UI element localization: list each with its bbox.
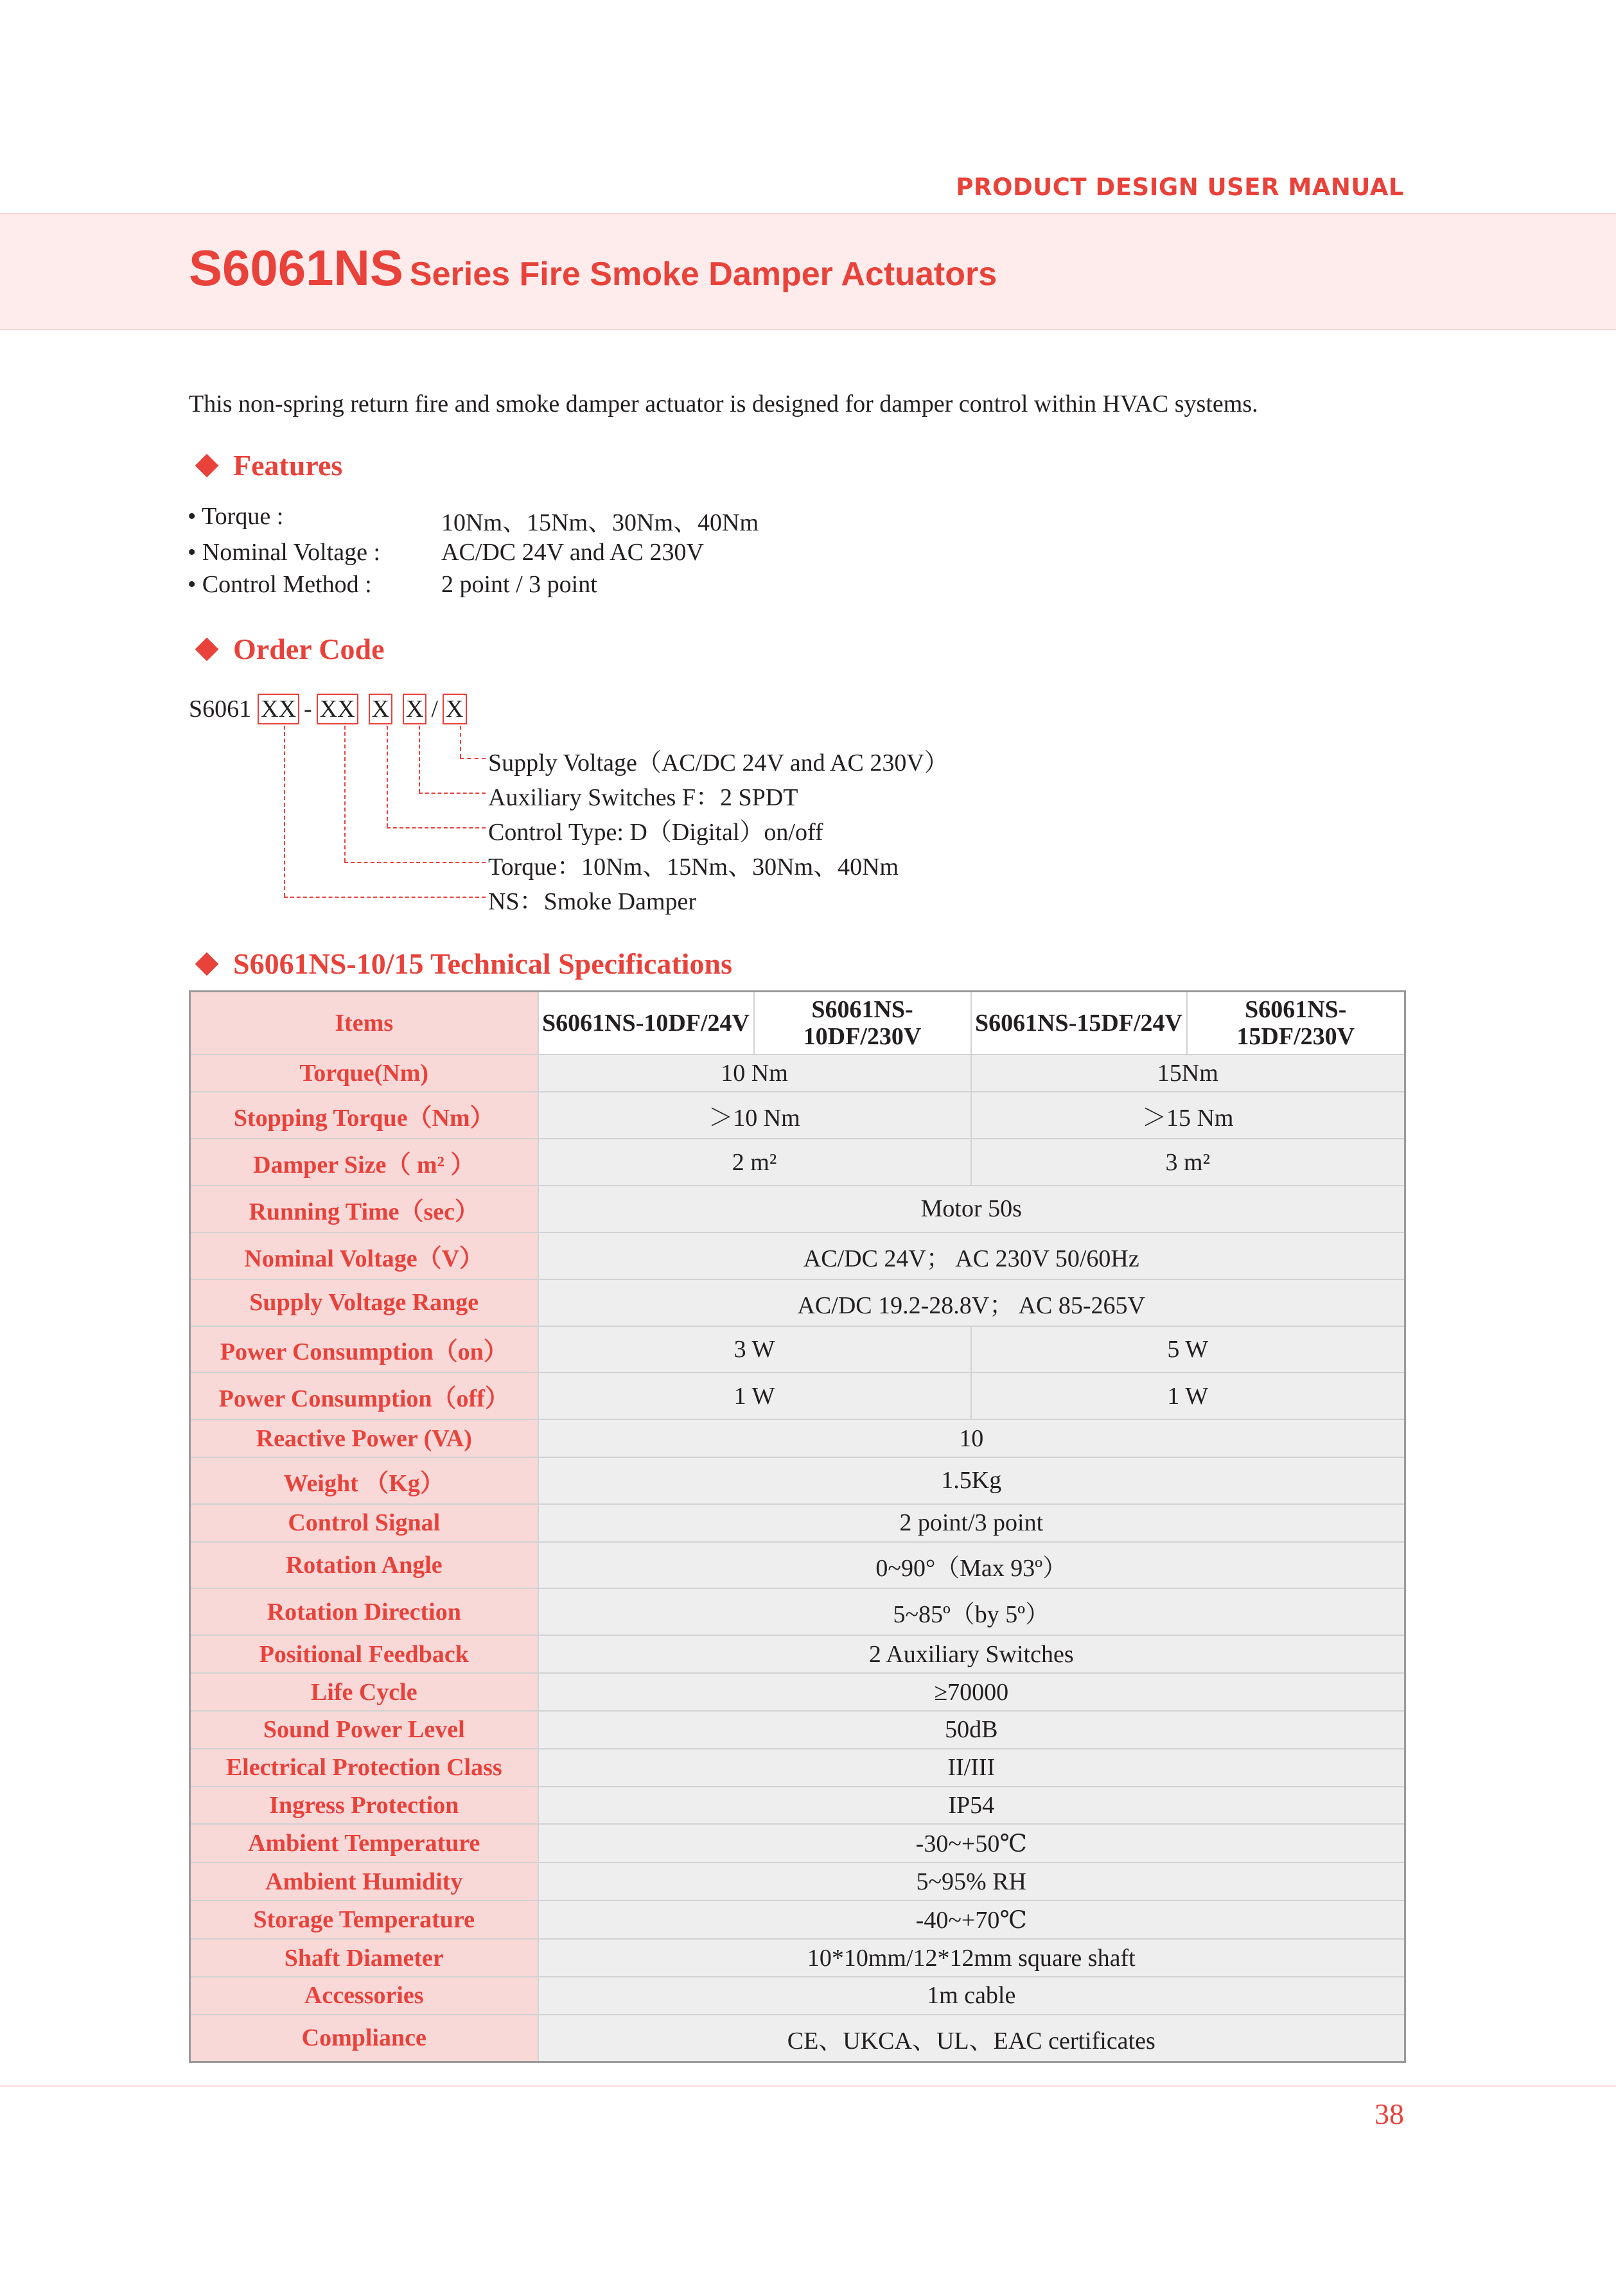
table-row [190,1372,1405,1419]
model-header: S6061NS-10DF/230V [754,992,971,1055]
feature-row [188,570,597,599]
footer-divider [0,2085,1616,2087]
row-value: 10*10mm/12*12mm square shaft [538,1939,1405,1977]
row-value: 50dB [538,1711,1405,1749]
connector-line [387,726,388,827]
feature-label: • Nominal Voltage : [188,539,381,566]
table-row [190,1139,1405,1186]
row-value: ＞10 Nm [538,1092,971,1139]
row-label: Storage Temperature [190,1900,538,1939]
row-label: Electrical Protection Class [190,1749,538,1787]
specs-heading-text: S6061NS-10/15 Technical Specifications [233,947,732,980]
table-row [190,1673,1405,1711]
table-row [190,1787,1405,1825]
order-box-aux: X [403,694,426,724]
connector-line [387,827,486,828]
connector-line [419,726,420,793]
row-value: ≥70000 [538,1673,1405,1711]
row-label: Positional Feedback [190,1635,538,1673]
order-legend-ns: NS：Smoke Damper [488,888,697,915]
table-row [190,1419,1405,1457]
row-value: -40~+70℃ [538,1900,1405,1939]
row-value: -30~+50℃ [538,1824,1405,1862]
row-label: Sound Power Level [190,1711,538,1749]
title-rest: Series Fire Smoke Damper Actuators [409,256,997,293]
table-row [190,1862,1405,1900]
row-value: 0~90°（Max 93º） [538,1542,1405,1589]
row-label: Ambient Temperature [190,1824,538,1862]
diamond-bullet-icon [195,637,219,661]
feature-label: • Torque : [188,503,284,530]
features-heading [196,448,342,482]
order-legend-aux: Auxiliary Switches F：2 SPDT [488,784,798,811]
row-label: Supply Voltage Range [190,1279,538,1326]
connector-line [419,793,486,794]
intro-text: This non-spring return fire and smoke damper actuator is designed for damper control within HVAC systems. [189,390,1258,417]
row-value: 3 m² [971,1139,1405,1186]
diamond-bullet-icon [195,952,219,976]
order-code-heading [196,632,385,666]
table-row [190,1186,1405,1232]
row-value: CE、UKCA、UL、EAC certificates [538,2015,1405,2062]
row-label: Reactive Power (VA) [190,1419,538,1457]
row-label: Ingress Protection [190,1787,538,1825]
table-row [190,1457,1405,1504]
row-label: Shaft Diameter [190,1939,538,1977]
row-value: 2 Auxiliary Switches [538,1635,1405,1673]
row-value: 2 m² [538,1139,971,1186]
model-header: S6061NS-10DF/24V [538,992,754,1055]
table-row [190,1232,1405,1279]
feature-row [188,538,704,566]
row-label: Accessories [190,1977,538,2015]
feature-value: 2 point / 3 point [441,571,597,598]
table-row [190,1824,1405,1862]
order-box-voltage: X [443,694,466,724]
page-number: 38 [1374,2098,1404,2130]
row-label: Weight （Kg） [190,1457,538,1504]
order-legend-voltage: Supply Voltage（AC/DC 24V and AC 230V） [488,749,949,776]
order-slash: / [431,696,439,723]
feature-row [188,502,759,536]
order-code-heading-text: Order Code [233,633,385,665]
row-label: Compliance [190,2015,538,2062]
model-header: S6061NS-15DF/230V [1187,992,1405,1055]
row-label: Damper Size（ m² ） [190,1139,538,1186]
feature-value: 10Nm、15Nm、30Nm、40Nm [441,509,759,536]
table-row [190,1900,1405,1939]
row-value: 1m cable [538,1977,1405,2015]
feature-value: AC/DC 24V and AC 230V [441,539,704,566]
table-row [190,1326,1405,1373]
row-value: ＞15 Nm [971,1092,1405,1139]
order-box-torque: XX [317,694,358,724]
row-label: Ambient Humidity [190,1862,538,1900]
table-row [190,1055,1405,1092]
row-value: 10 [538,1419,1405,1457]
table-row [190,1588,1405,1635]
row-value: Motor 50s [538,1186,1405,1232]
row-label: Torque(Nm) [190,1055,538,1092]
order-legend-control: Control Type: D（Digital）on/off [488,819,823,846]
title-model: S6061NS [189,240,403,296]
row-label: Rotation Angle [190,1542,538,1589]
connector-line [460,758,486,759]
model-header: S6061NS-15DF/24V [971,992,1187,1055]
order-dash: - [304,696,312,723]
row-label: Life Cycle [190,1673,538,1711]
row-label: Stopping Torque（Nm） [190,1092,538,1139]
row-label: Running Time（sec） [190,1186,538,1232]
table-row [190,1749,1405,1787]
row-value: IP54 [538,1787,1405,1825]
row-value: AC/DC 24V； AC 230V 50/60Hz [538,1232,1405,1279]
features-heading-text: Features [233,449,343,482]
row-value: 1 W [971,1372,1405,1419]
order-box-ns: XX [258,694,299,724]
table-row [190,1977,1405,2015]
row-value: 1 W [538,1372,971,1419]
connector-line [284,726,285,897]
row-label: Power Consumption（off） [190,1372,538,1419]
row-value: AC/DC 19.2-28.8V； AC 85-265V [538,1279,1405,1326]
diamond-bullet-icon [195,453,219,477]
page-title [189,239,997,297]
table-row [190,1939,1405,1977]
row-value: 10 Nm [538,1055,971,1092]
row-label: Nominal Voltage（V） [190,1232,538,1279]
table-row [190,1635,1405,1673]
row-value: 5 W [971,1326,1405,1373]
row-value: 15Nm [971,1055,1405,1092]
table-header-row [190,992,1405,1055]
row-label: Control Signal [190,1504,538,1542]
table-row [190,1092,1405,1139]
feature-label: • Control Method : [188,571,372,598]
order-prefix: S6061 [189,696,252,723]
table-row [190,2015,1405,2062]
order-box-control: X [369,694,392,724]
table-row [190,1504,1405,1542]
manual-label: PRODUCT DESIGN USER MANUAL [956,173,1404,201]
table-row [190,1542,1405,1589]
row-value: 5~95% RH [538,1862,1405,1900]
row-label: Rotation Direction [190,1588,538,1635]
row-value: 5~85º（by 5º） [538,1588,1405,1635]
row-value: 3 W [538,1326,971,1373]
row-value: II/III [538,1749,1405,1787]
row-label: Power Consumption（on） [190,1326,538,1373]
items-header: Items [190,992,538,1055]
spec-table [189,990,1406,2063]
specs-heading [196,947,732,981]
table-row [190,1279,1405,1326]
row-value: 2 point/3 point [538,1504,1405,1542]
connector-line [284,897,486,898]
table-row [190,1711,1405,1749]
row-value: 1.5Kg [538,1457,1405,1504]
order-code-line [189,694,467,724]
connector-line [460,726,461,758]
connector-line [344,726,346,862]
order-legend-torque: Torque：10Nm、15Nm、30Nm、40Nm [488,854,899,881]
connector-line [344,862,486,863]
